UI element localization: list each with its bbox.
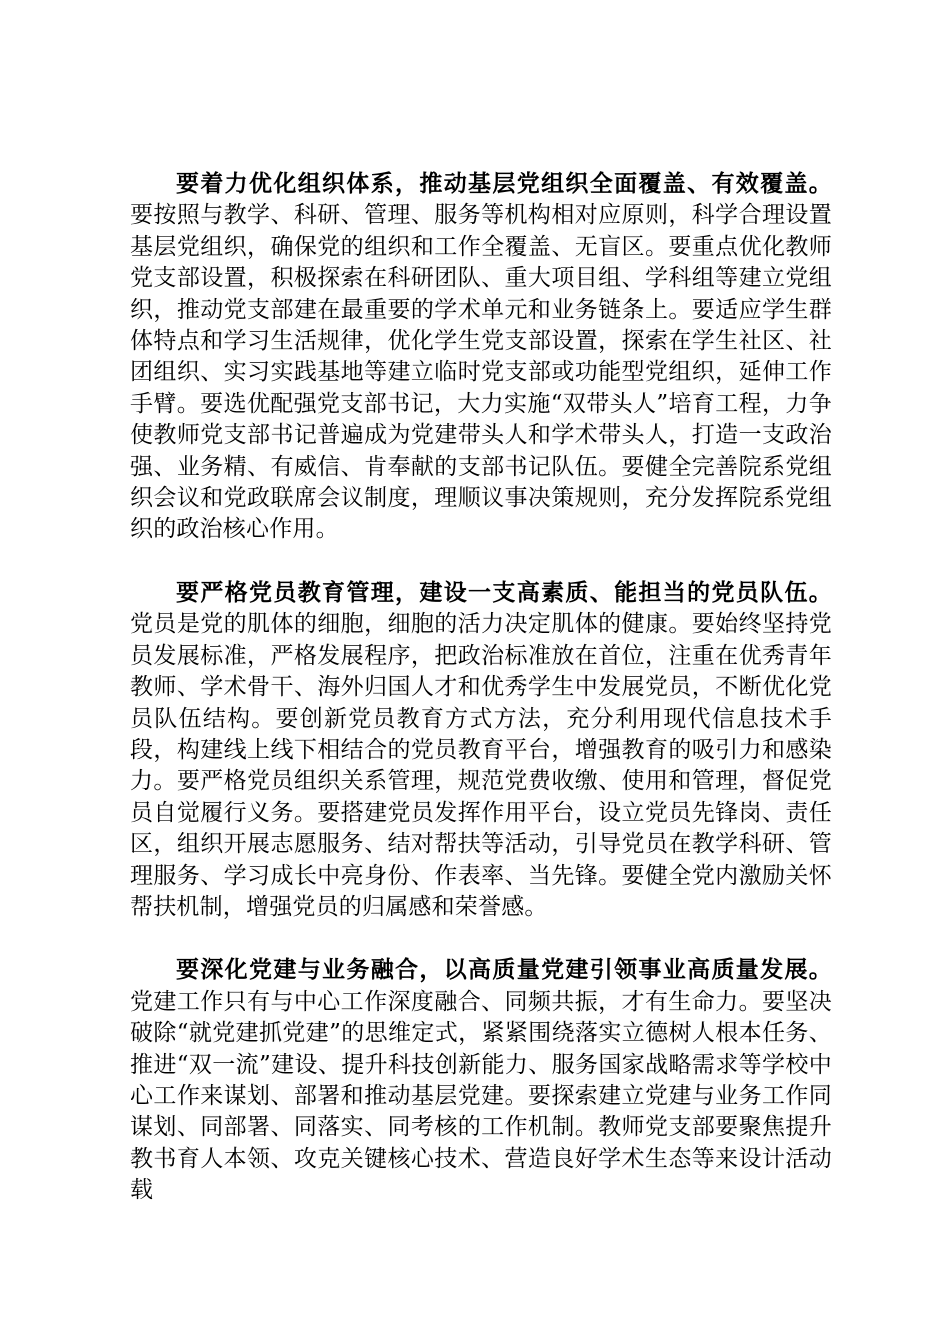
- paragraph-body: 要按照与教学、科研、管理、服务等机构相对应原则，科学合理设置基层党组织，确保党的组织和工作全覆盖、无盲区。要重点优化教师党支部设置，积极探索在科研团队、重大项目组、学科组等建立党组织，推动党支部建在最重要的学术单元和业务链条上。要适应学生群体特点和学习生活规律，优化学生党支部设置，探索在学生社区、社团组织、实习实践基地等建立临时党支部或功能型党组织，延伸工作手臂。要选优配强党支部书记，大力实施“双带头人”培育工程，力争使教师党支部书记普遍成为党建带头人和学术带头人，打造一支政治强、业务精、有威信、肯奉献的支部书记队伍。要健全完善院系党组织会议和党政联席会议制度，理顺议事决策规则，充分发挥院系党组织的政治核心作用。: [130, 202, 832, 543]
- paragraph-member-management: [130, 577, 832, 923]
- paragraph-integration: [130, 954, 832, 1206]
- paragraph-organization-system: [130, 168, 832, 546]
- paragraph-body: 党员是党的肌体的细胞，细胞的活力决定肌体的健康。要始终坚持党员发展标准，严格发展程序，把政治标准放在首位，注重在优秀青年教师、学术骨干、海外归国人才和优秀学生中发展党员，不断优化党员队伍结构。要创新党员教育方式方法，充分利用现代信息技术手段，构建线上线下相结合的党员教育平台，增强教育的吸引力和感染力。要严格党员组织关系管理，规范党费收缴、使用和管理，督促党员自觉履行义务。要搭建党员发挥作用平台，设立党员先锋岗、责任区，组织开展志愿服务、结对帮扶等活动，引导党员在教学科研、管理服务、学习成长中亮身份、作表率、当先锋。要健全党内激励关怀帮扶机制，增强党员的归属感和荣誉感。: [130, 611, 832, 920]
- paragraph-body: 党建工作只有与中心工作深度融合、同频共振，才有生命力。要坚决破除“就党建抓党建”的思维定式，紧紧围绕落实立德树人根本任务、推进“双一流”建设、提升科技创新能力、服务国家战略需求等学校中心工作来谋划、部署和推动基层党建。要探索建立党建与业务工作同谋划、同部署、同落实、同考核的工作机制。教师党支部要聚焦提升教书育人本领、攻克关键核心技术、营造良好学术生态等来设计活动载: [130, 988, 832, 1204]
- paragraph-lead: 要着力优化组织体系，推动基层党组织全面覆盖、有效覆盖。: [176, 170, 832, 197]
- paragraph-lead: 要深化党建与业务融合，以高质量党建引领事业高质量发展。: [176, 956, 832, 984]
- paragraph-lead: 要严格党员教育管理，建设一支高素质、能担当的党员队伍。: [176, 578, 832, 606]
- document-page: [130, 168, 832, 1238]
